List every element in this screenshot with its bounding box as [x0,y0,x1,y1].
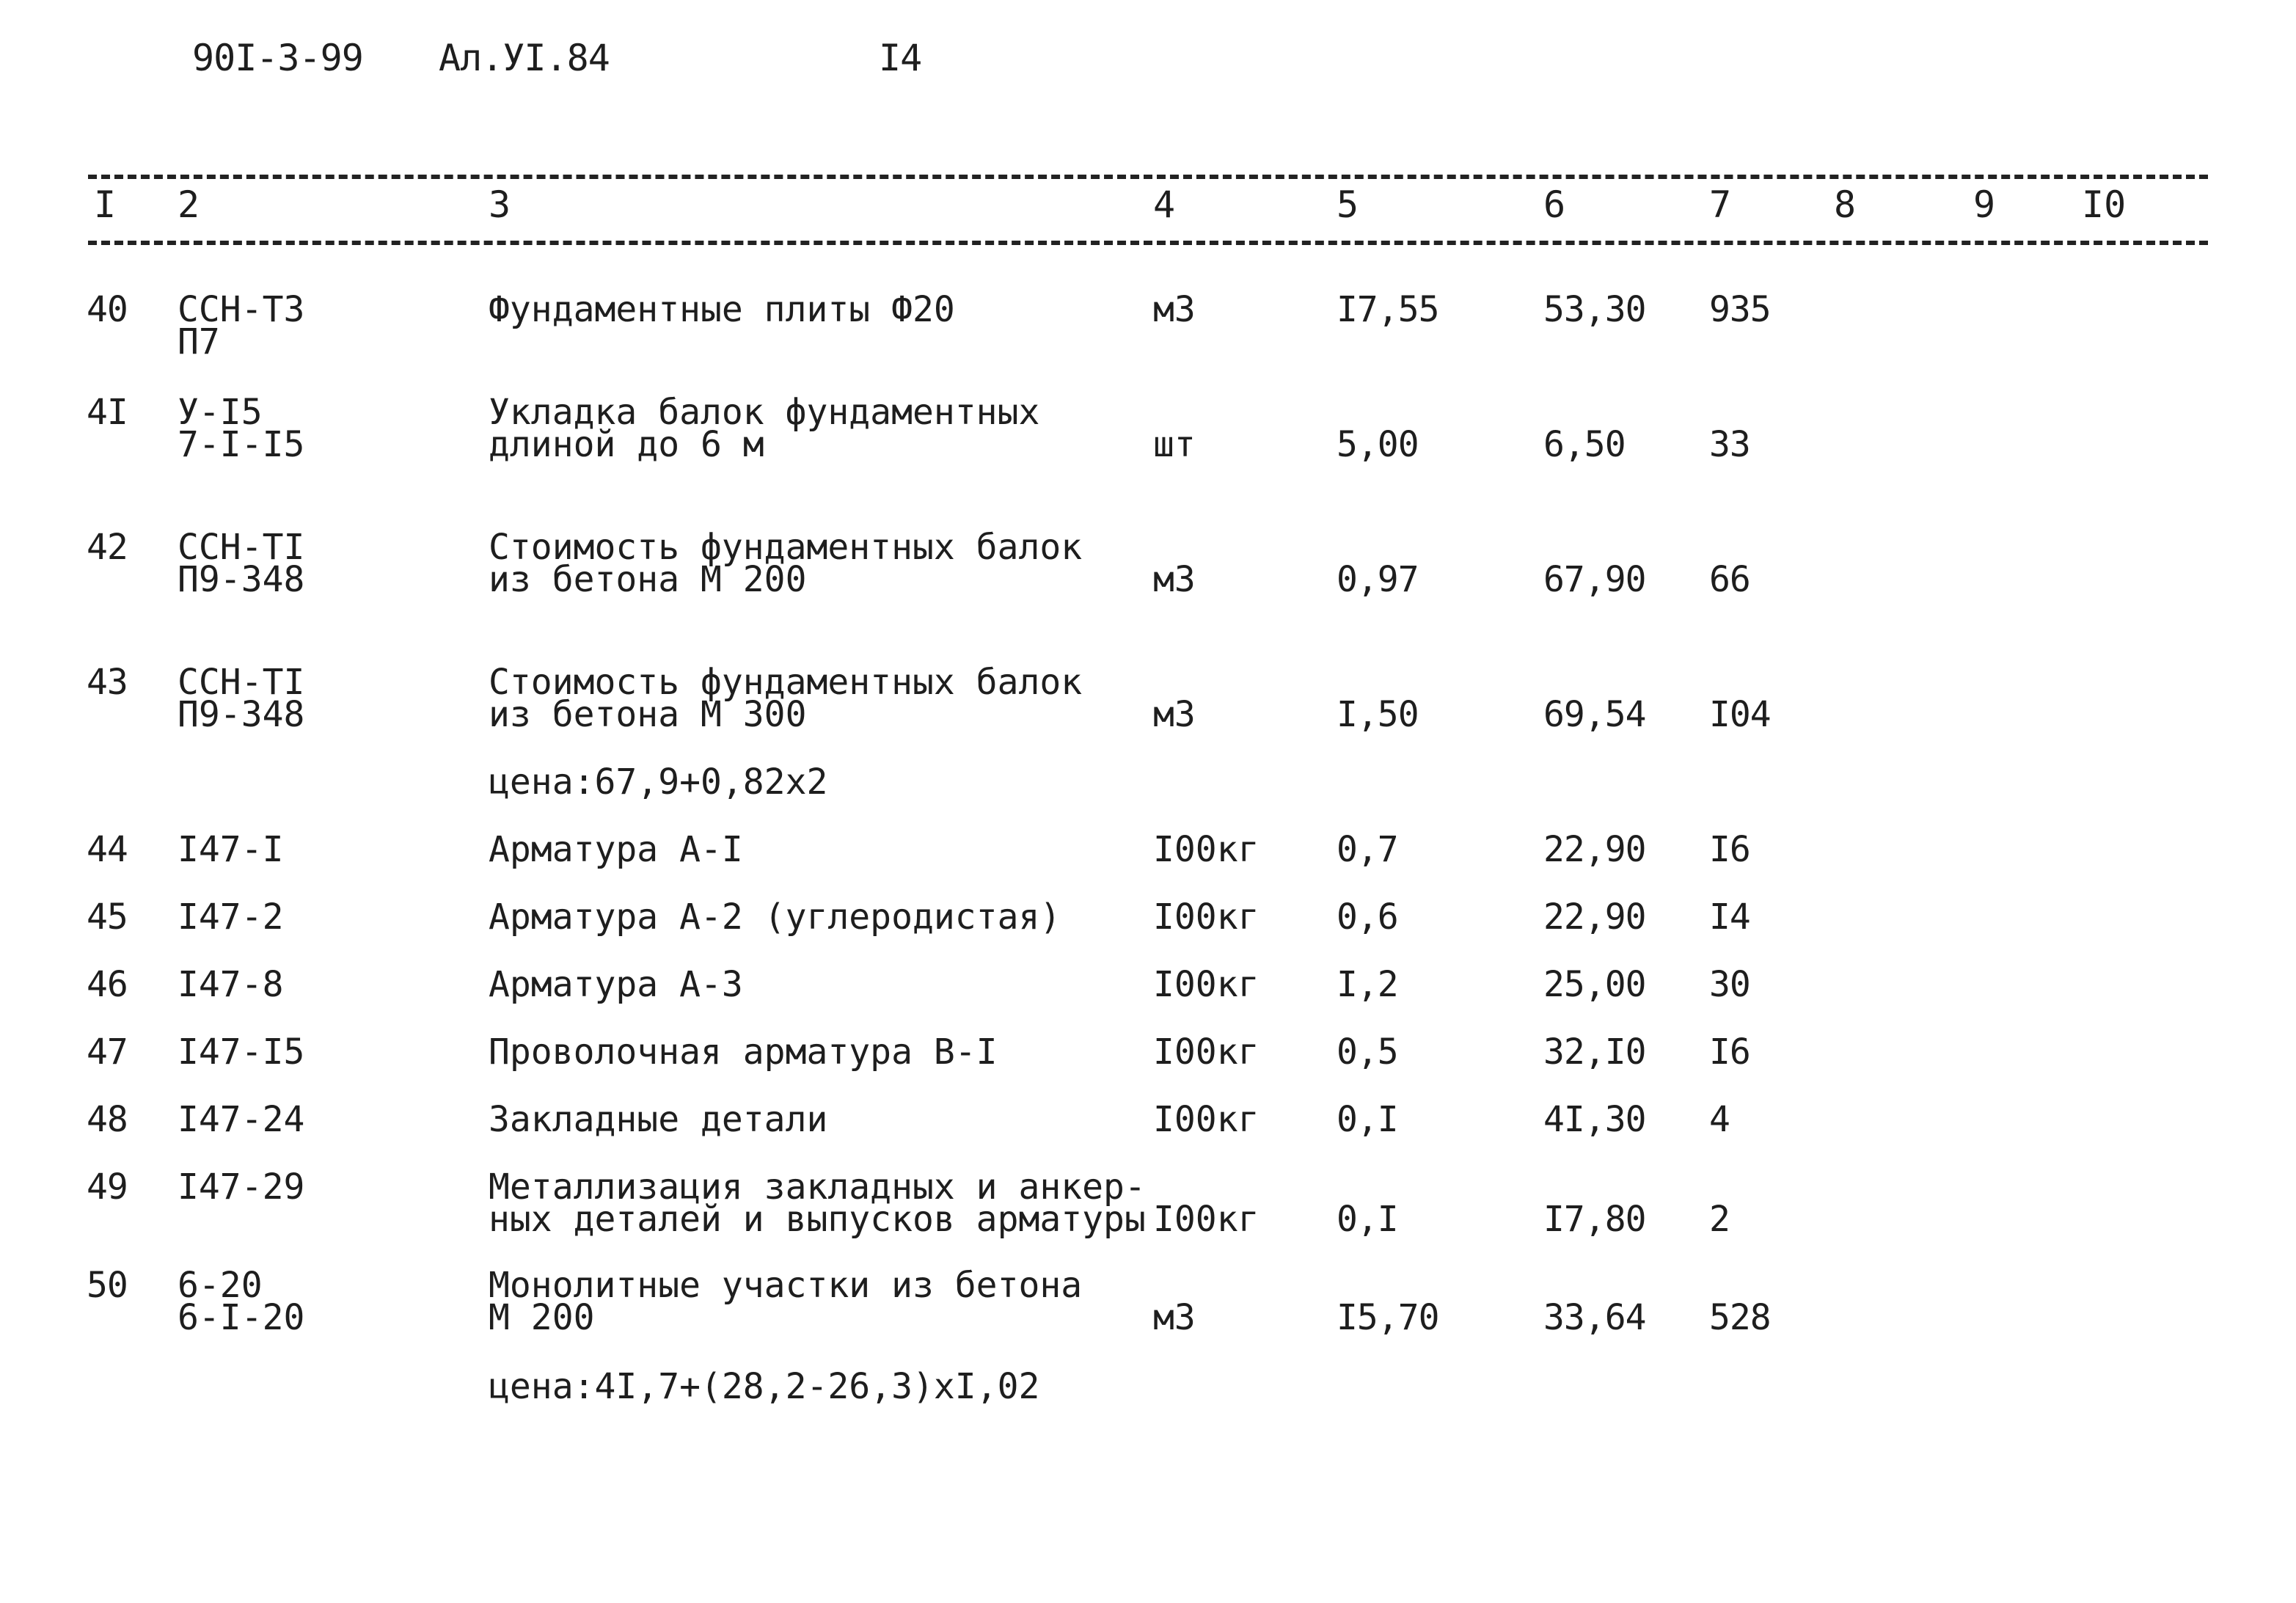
table-top-rule [88,175,2208,179]
doc-code: 90I-3-99 [192,37,363,79]
row-number: 49 [87,1166,128,1208]
row-number: 46 [87,964,128,1005]
row-description: Металлизация закладных и анкер- [489,1166,1146,1208]
row-description: Арматура А-2 (углеродистая) [489,897,1061,938]
row-description: Укладка балок фундаментных [489,392,1040,433]
row-unit-price: 4I,30 [1543,1099,1646,1140]
row-unit: I00кг [1153,1199,1259,1240]
row-unit-price: 69,54 [1543,694,1646,735]
row-code: ССН-ТЗ [178,289,305,330]
row-code: I47-2 [178,897,284,938]
row-description-line2: ных деталей и выпусков арматуры [489,1199,1146,1240]
row-total: 4 [1709,1099,1730,1140]
col-header-8: 8 [1834,183,1857,226]
row-total: I6 [1709,829,1750,870]
col-header-1: I [94,183,117,226]
row-description: Монолитные участки из бетона [489,1265,1083,1306]
row-quantity: I,2 [1337,964,1398,1005]
row-unit: I00кг [1153,829,1259,870]
table-header-rule [88,241,2208,245]
col-header-5: 5 [1337,183,1359,226]
row-number: 45 [87,897,128,938]
row-quantity: 0,5 [1337,1031,1398,1073]
row-number: 48 [87,1099,128,1140]
row-quantity: I7,55 [1337,289,1439,330]
row-code-line2: П7 [178,321,220,362]
row-code: I47-8 [178,964,284,1005]
row-code: I47-I [178,829,284,870]
row-total: I6 [1709,1031,1750,1073]
row-quantity: 5,00 [1337,424,1419,465]
col-header-4: 4 [1153,183,1176,226]
col-header-10: I0 [2082,183,2127,226]
row-unit-price: 33,64 [1543,1297,1646,1338]
row-description-line2: из бетона М 300 [489,694,807,735]
row-code: У-I5 [178,392,263,433]
row-code: 6-20 [178,1265,263,1306]
row-unit: I00кг [1153,897,1259,938]
row-number: 42 [87,527,128,568]
row-quantity: I,50 [1337,694,1419,735]
row-total: I04 [1709,694,1771,735]
row-description-line2: М 200 [489,1297,595,1338]
row-number: 4I [87,392,128,433]
row-unit-price: 6,50 [1543,424,1626,465]
row-code: ССН-ТI [178,527,305,568]
row-code: I47-29 [178,1166,305,1208]
row-code-line2: 6-I-20 [178,1297,305,1338]
col-header-2: 2 [178,183,200,226]
price-note: цена:67,9+0,82х2 [489,762,828,803]
album-number: Ал.УI.84 [439,37,610,79]
row-quantity: 0,7 [1337,829,1398,870]
row-description: Стоимость фундаментных балок [489,662,1083,703]
row-number: 50 [87,1265,128,1306]
row-number: 44 [87,829,128,870]
row-description: Стоимость фундаментных балок [489,527,1083,568]
row-total: 2 [1709,1199,1730,1240]
row-number: 43 [87,662,128,703]
row-unit: м3 [1153,694,1196,735]
row-unit-price: 67,90 [1543,559,1646,600]
row-description: Проволочная арматура В-I [489,1031,998,1073]
row-unit: м3 [1153,289,1196,330]
price-note: цена:4I,7+(28,2-26,3)хI,02 [489,1366,1040,1407]
row-unit-price: 25,00 [1543,964,1646,1005]
row-code: I47-24 [178,1099,305,1140]
row-unit-price: 22,90 [1543,829,1646,870]
row-unit-price: 22,90 [1543,897,1646,938]
row-total: 30 [1709,964,1750,1005]
row-description: Закладные детали [489,1099,828,1140]
row-quantity: 0,I [1337,1199,1398,1240]
row-description-line2: из бетона М 200 [489,559,807,600]
col-header-7: 7 [1709,183,1732,226]
row-unit: м3 [1153,1297,1196,1338]
row-unit: I00кг [1153,964,1259,1005]
row-code-line2: П9-348 [178,559,305,600]
row-total: 935 [1709,289,1771,330]
col-header-9: 9 [1973,183,1996,226]
row-quantity: 0,I [1337,1099,1398,1140]
row-total: 66 [1709,559,1750,600]
row-unit: шт [1153,424,1196,465]
row-total: 528 [1709,1297,1771,1338]
row-code: I47-I5 [178,1031,305,1073]
row-description: Арматура А-I [489,829,743,870]
row-quantity: I5,70 [1337,1297,1439,1338]
row-code-line2: 7-I-I5 [178,424,305,465]
row-code: ССН-ТI [178,662,305,703]
row-code-line2: П9-348 [178,694,305,735]
row-total: 33 [1709,424,1750,465]
row-description: Фундаментные плиты Ф20 [489,289,955,330]
page-number: I4 [879,37,922,79]
col-header-3: 3 [489,183,511,226]
row-unit-price: 53,30 [1543,289,1646,330]
row-number: 47 [87,1031,128,1073]
row-unit-price: I7,80 [1543,1199,1646,1240]
row-unit: I00кг [1153,1099,1259,1140]
row-unit: I00кг [1153,1031,1259,1073]
row-description: Арматура А-3 [489,964,743,1005]
col-header-6: 6 [1543,183,1566,226]
row-description-line2: длиной до 6 м [489,424,764,465]
row-total: I4 [1709,897,1750,938]
row-quantity: 0,97 [1337,559,1419,600]
row-unit: м3 [1153,559,1196,600]
row-unit-price: 32,I0 [1543,1031,1646,1073]
row-quantity: 0,6 [1337,897,1398,938]
row-number: 40 [87,289,128,330]
